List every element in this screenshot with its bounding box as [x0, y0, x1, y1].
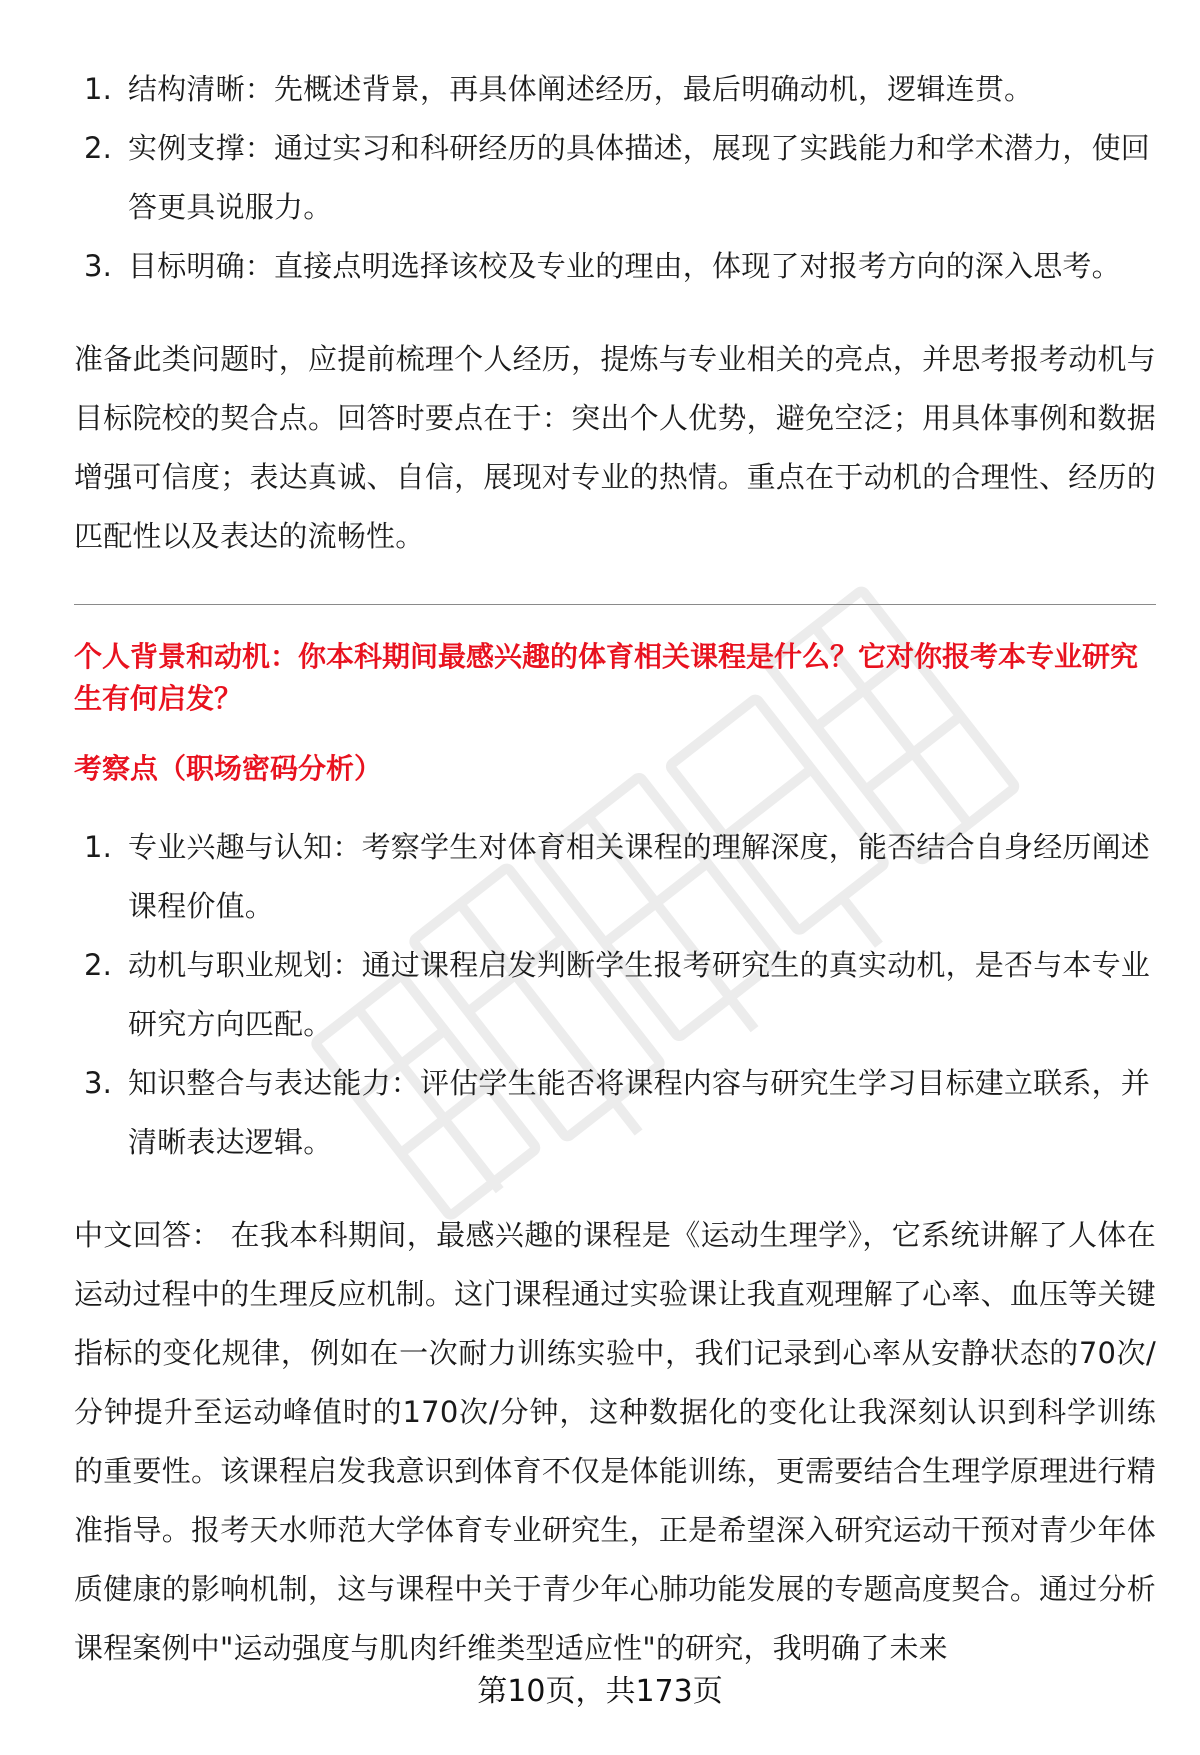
summary-points-list — [74, 60, 1156, 296]
list-number: 1. — [84, 72, 113, 106]
page-content — [74, 60, 1156, 1678]
list-item — [74, 237, 1156, 296]
list-item-text: 结构清晰：先概述背景，再具体阐述经历，最后明确动机，逻辑连贯。 — [128, 72, 1034, 106]
analysis-points-list — [74, 818, 1156, 1172]
list-item-text: 专业兴趣与认知：考察学生对体育相关课程的理解深度，能否结合自身经历阐述课程价值。 — [128, 830, 1151, 923]
list-item-text: 动机与职业规划：通过课程启发判断学生报考研究生的真实动机，是否与本专业研究方向匹配。 — [128, 948, 1151, 1041]
list-item-text: 实例支撑：通过实习和科研经历的具体描述，展现了实践能力和学术潜力，使回答更具说服力。 — [128, 131, 1151, 224]
page-number-footer: 第10页，共173页 — [477, 1674, 723, 1709]
list-item — [74, 119, 1156, 237]
prep-paragraph: 准备此类问题时，应提前梳理个人经历，提炼与专业相关的亮点，并思考报考动机与目标院校的契合点。回答时要点在于：突出个人优势，避免空泛；用具体事例和数据增强可信度；表达真诚、自信，展现对专业的热情。重点在于动机的合理性、经历的匹配性以及表达的流畅性。 — [74, 342, 1156, 553]
list-item — [74, 936, 1156, 1054]
list-item-text: 知识整合与表达能力：评估学生能否将课程内容与研究生学习目标建立联系，并清晰表达逻辑。 — [128, 1066, 1151, 1159]
list-item — [74, 1054, 1156, 1172]
section-divider — [74, 604, 1156, 605]
list-number: 1. — [84, 830, 113, 864]
analysis-heading: 考察点（职场密码分析） — [74, 752, 383, 785]
list-item — [74, 818, 1156, 936]
list-item — [74, 60, 1156, 119]
list-number: 3. — [84, 249, 113, 283]
question-heading: 个人背景和动机：你本科期间最感兴趣的体育相关课程是什么？它对你报考本专业研究生有何启发？ — [74, 640, 1139, 715]
list-number: 2. — [84, 131, 113, 165]
list-item-text: 目标明确：直接点明选择该校及专业的理由，体现了对报考方向的深入思考。 — [128, 249, 1121, 283]
list-number: 3. — [84, 1066, 113, 1100]
answer-paragraph: 中文回答： 在我本科期间，最感兴趣的课程是《运动生理学》，它系统讲解了人体在运动过程中的生理反应机制。这门课程通过实验课让我直观理解了心率、血压等关键指标的变化规律，例如在一次耐力训练实验中，我们记录到心率从安静状态的70次/分钟提升至运动峰值时的170次/分钟，这种数据化的变化让我深刻认识到科学训练的重要性。该课程启发我意识到体育不仅是体能训练，更需要结合生理学原理进行精准指导。报考天水师范大学体育专业研究生，正是希望深入研究运动干预对青少年体质健康的影响机制，这与课程中关于青少年心肺功能发展的专题高度契合。通过分析课程案例中"运动强度与肌肉纤维类型适应性"的研究，我明确了未来 — [74, 1218, 1156, 1665]
list-number: 2. — [84, 948, 113, 982]
